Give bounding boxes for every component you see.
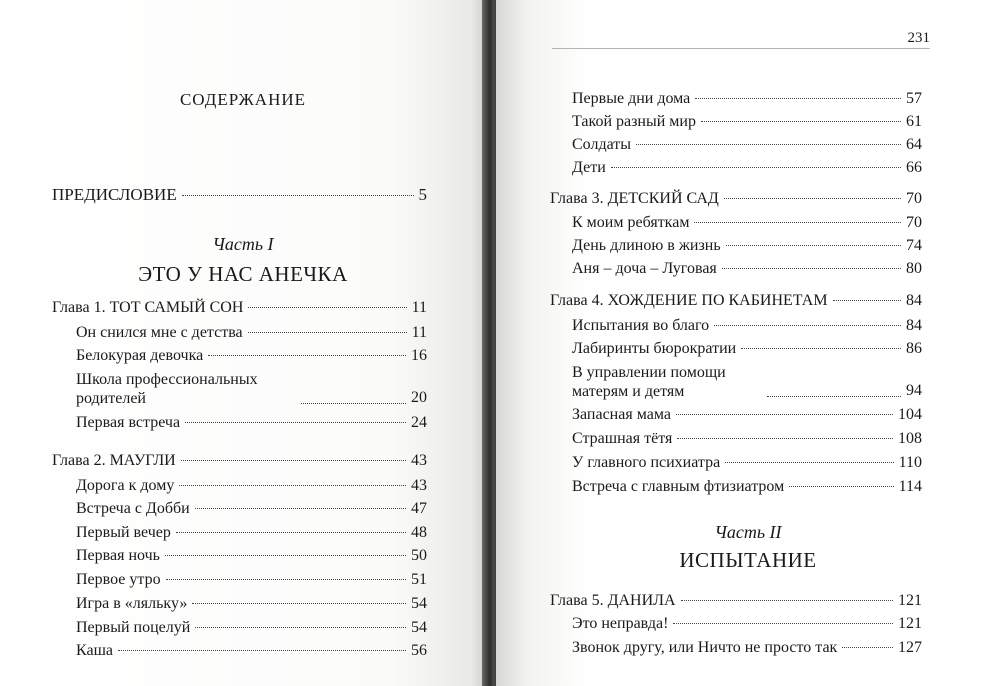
toc-entry-page: 64 <box>906 136 922 153</box>
toc-entry-title: Первый поцелуй <box>76 619 191 636</box>
header-rule <box>552 48 930 49</box>
toc-entry-page: 74 <box>906 237 922 254</box>
part-name: ИСПЫТАНИЕ <box>679 548 817 572</box>
toc-entry <box>76 641 427 661</box>
toc-entry-page: 110 <box>898 454 922 471</box>
dot-leader <box>179 485 406 486</box>
toc-entry-title: Дорога к дому <box>76 477 175 494</box>
toc-entry-title: Лабиринты бюрократии <box>572 340 737 357</box>
toc-chapter <box>52 298 427 318</box>
toc-entry <box>76 570 427 590</box>
toc-entry-title: Звонок другу, или Ничто не просто так <box>572 639 838 656</box>
toc-entry-title: В управлении помощи матерям и детям <box>572 364 726 400</box>
toc-entry-page: 50 <box>411 547 427 564</box>
toc-entry <box>572 135 922 155</box>
dot-leader <box>673 623 893 624</box>
toc-entry-page: 51 <box>411 571 427 588</box>
toc-entry-page: 84 <box>906 317 922 334</box>
toc-entry-page: 61 <box>906 113 922 130</box>
page-number: 231 <box>907 30 930 46</box>
toc-entry <box>572 213 922 233</box>
toc-entry-page: 114 <box>898 478 922 495</box>
dot-leader <box>636 144 901 145</box>
dot-leader <box>694 222 901 223</box>
toc-entry-title: Каша <box>76 642 113 659</box>
dot-leader <box>248 332 407 333</box>
part-label: Часть I <box>212 234 274 254</box>
toc-entry-title: Глава 5. ДАНИЛА <box>550 592 676 609</box>
toc-entry-page: 47 <box>411 500 427 517</box>
toc-entry <box>572 614 922 634</box>
toc-entry-title: Запасная мама <box>572 406 671 423</box>
dot-leader <box>767 396 901 397</box>
toc-entry-page: 11 <box>411 324 427 341</box>
dot-leader <box>726 245 901 246</box>
toc-entry-title: Глава 1. ТОТ САМЫЙ СОН <box>52 299 244 316</box>
toc-entry-title: Первое утро <box>76 571 161 588</box>
dot-leader <box>741 348 901 349</box>
toc-entry-page: 24 <box>411 414 427 431</box>
toc-entry-title: Глава 2. МАУГЛИ <box>52 452 176 469</box>
dot-leader <box>165 555 406 556</box>
toc-entry <box>76 618 427 638</box>
toc-entry-page: 16 <box>411 347 427 364</box>
toc-entry <box>572 405 922 425</box>
toc-entry-title: Школа профессиональных родителей <box>76 371 258 407</box>
toc-entry-title: Первый вечер <box>76 524 171 541</box>
toc-entry <box>572 339 922 359</box>
dot-leader <box>724 198 901 199</box>
dot-leader <box>208 355 406 356</box>
toc-entry <box>76 523 427 543</box>
toc-entry-title: Дети <box>572 159 606 176</box>
toc-chapter <box>550 591 922 611</box>
toc-entry <box>76 370 427 408</box>
toc-entry <box>76 476 427 496</box>
dot-leader <box>611 167 901 168</box>
toc-entry <box>572 112 922 132</box>
toc-entry-page: 48 <box>411 524 427 541</box>
toc-entry <box>76 594 427 614</box>
dot-leader <box>833 300 901 301</box>
toc-entry <box>572 259 922 279</box>
toc-entry-title: Он снился мне с детства <box>76 324 243 341</box>
toc-entry-title: К моим ребяткам <box>572 214 690 231</box>
toc-entry-title: У главного психиатра <box>572 454 721 471</box>
toc-entry-title: Игра в «ляльку» <box>76 595 188 612</box>
toc-entry-title: Это неправда! <box>572 615 669 632</box>
toc-entry-page: 20 <box>411 389 427 406</box>
toc-entry <box>76 499 427 519</box>
toc-entry-page: 84 <box>906 292 922 309</box>
toc-entry-title: Первая встреча <box>76 414 181 431</box>
toc-entry-page: 94 <box>906 382 922 399</box>
toc-entry-page: 66 <box>906 159 922 176</box>
toc-chapter <box>550 291 922 311</box>
toc-entry <box>572 453 922 473</box>
toc-entry-page: 121 <box>898 615 922 632</box>
dot-leader <box>725 462 893 463</box>
toc-entry-title: Страшная тётя <box>572 430 673 447</box>
toc-entry <box>572 236 922 256</box>
toc-entry <box>76 346 427 366</box>
toc-entry <box>572 316 922 336</box>
toc-entry-title: Глава 4. ХОЖДЕНИЕ ПО КАБИНЕТАМ <box>550 292 828 309</box>
toc-entry-page: 11 <box>411 299 427 316</box>
dot-leader <box>301 403 406 404</box>
dot-leader <box>181 460 406 461</box>
toc-entry-title: Белокурая девочка <box>76 347 204 364</box>
toc-entry-page: 5 <box>418 185 427 204</box>
dot-leader <box>195 627 406 628</box>
dot-leader <box>681 600 893 601</box>
toc-entry <box>572 429 922 449</box>
toc-entry-title: Первая ночь <box>76 547 160 564</box>
toc-entry <box>76 546 427 566</box>
toc-entry-page: 127 <box>898 639 922 656</box>
toc-entry <box>76 413 427 433</box>
toc-entry-page: 121 <box>898 592 922 609</box>
toc-entry-title: Солдаты <box>572 136 632 153</box>
dot-leader <box>677 438 893 439</box>
toc-entry <box>76 323 427 343</box>
dot-leader <box>842 647 893 648</box>
dot-leader <box>166 579 406 580</box>
toc-chapter <box>52 451 427 471</box>
toc-entry-title: Испытания во благо <box>572 317 710 334</box>
dot-leader <box>118 650 406 651</box>
toc-entry-page: 43 <box>411 452 427 469</box>
toc-entry <box>572 638 922 658</box>
dot-leader <box>714 325 901 326</box>
toc-entry <box>572 158 922 178</box>
dot-leader <box>185 422 406 423</box>
toc-entry-page: 56 <box>411 642 427 659</box>
toc-entry-preface <box>52 185 427 205</box>
dot-leader <box>701 121 901 122</box>
toc-entry-page: 70 <box>906 190 922 207</box>
dot-leader <box>722 268 901 269</box>
part-name: ЭТО У НАС АНЕЧКА <box>138 262 348 286</box>
toc-entry-page: 54 <box>411 595 427 612</box>
toc-entry-page: 104 <box>898 406 922 423</box>
toc-entry-title: Первые дни дома <box>572 90 691 107</box>
toc-entry-page: 70 <box>906 214 922 231</box>
dot-leader <box>192 603 406 604</box>
toc-title: СОДЕРЖАНИЕ <box>179 90 307 109</box>
toc-entry-page: 54 <box>411 619 427 636</box>
toc-entry-page: 80 <box>906 260 922 277</box>
dot-leader <box>676 414 893 415</box>
toc-entry-page: 108 <box>898 430 922 447</box>
toc-entry-title: Глава 3. ДЕТСКИЙ САД <box>550 190 719 207</box>
toc-entry-page: 43 <box>411 477 427 494</box>
dot-leader <box>248 307 406 308</box>
dot-leader <box>789 486 893 487</box>
toc-entry <box>572 363 922 401</box>
dot-leader <box>182 195 414 196</box>
toc-entry-page: 57 <box>906 90 922 107</box>
toc-entry-title: Встреча с Добби <box>76 500 190 517</box>
part-label: Часть II <box>714 522 782 542</box>
toc-entry <box>572 477 922 497</box>
dot-leader <box>176 532 406 533</box>
toc-entry-title: Встреча с главным фтизиатром <box>572 478 785 495</box>
toc-chapter <box>550 189 922 209</box>
toc-entry-title: ПРЕДИСЛОВИЕ <box>52 185 177 204</box>
toc-entry-title: День длиною в жизнь <box>572 237 721 254</box>
left-page <box>0 0 486 686</box>
toc-entry-title: Аня – доча – Луговая <box>572 260 717 277</box>
toc-entry-title: Такой разный мир <box>572 113 696 130</box>
dot-leader <box>195 508 406 509</box>
toc-entry <box>572 89 922 109</box>
toc-entry-page: 86 <box>906 340 922 357</box>
dot-leader <box>695 98 901 99</box>
